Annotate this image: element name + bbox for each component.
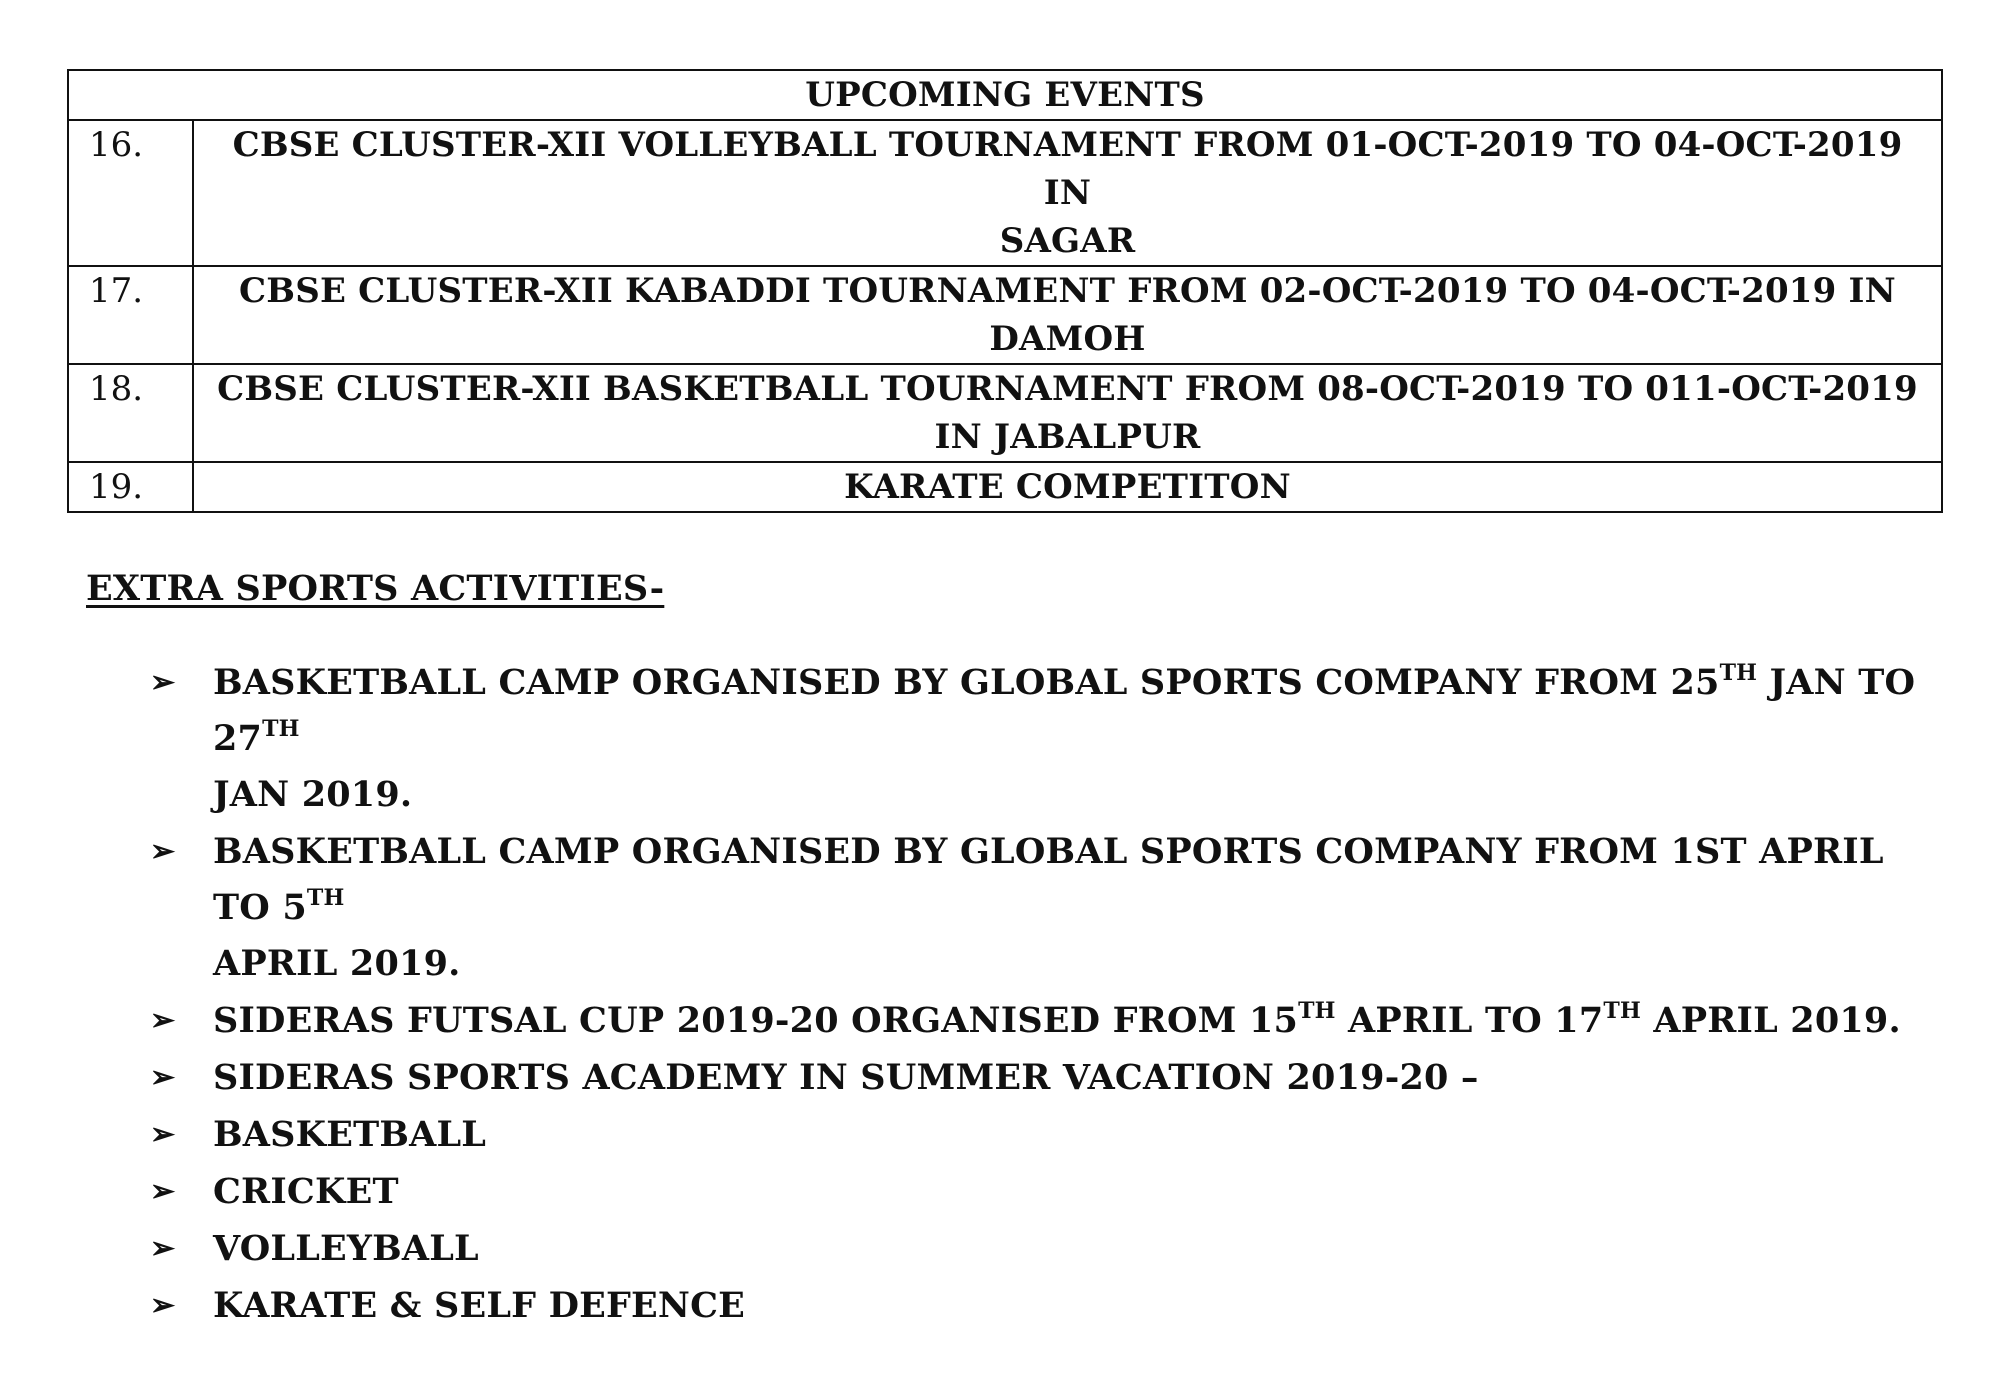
event-line: CBSE CLUSTER-XII BASKETBALL TOURNAMENT FROM 08-OCT-2019 TO 011-OCT-2019 xyxy=(217,369,1918,409)
item-text: JAN 2019. xyxy=(213,774,413,815)
ordinal-suffix: TH xyxy=(1719,660,1758,686)
section-heading: EXTRA SPORTS ACTIVITIES- xyxy=(86,568,665,609)
arrow-bullet-icon: ➢ xyxy=(150,1231,176,1266)
list-item xyxy=(150,1107,1940,1163)
table-row xyxy=(68,462,1942,512)
event-number: 16. xyxy=(68,120,193,266)
arrow-bullet-icon: ➢ xyxy=(150,1174,176,1209)
item-text: KARATE & SELF DEFENCE xyxy=(213,1285,746,1326)
event-description xyxy=(193,120,1942,266)
table-header-row xyxy=(68,70,1942,120)
item-text: SIDERAS FUTSAL CUP 2019-20 ORGANISED FROM 15 xyxy=(213,1000,1299,1041)
event-line: KARATE COMPETITON xyxy=(844,467,1291,507)
item-text: APRIL TO 17 xyxy=(1335,1000,1604,1041)
event-line: DAMOH xyxy=(989,319,1146,359)
item-text: BASKETBALL CAMP ORGANISED BY GLOBAL SPORTS COMPANY FROM 1ST APRIL TO 5 xyxy=(213,831,1884,928)
upcoming-events-table xyxy=(67,69,1943,513)
ordinal-suffix: TH xyxy=(1298,998,1336,1024)
event-description xyxy=(193,364,1942,462)
arrow-bullet-icon: ➢ xyxy=(150,665,176,700)
list-item xyxy=(150,993,1940,1049)
list-item xyxy=(150,1050,1940,1106)
arrow-bullet-icon: ➢ xyxy=(150,1060,176,1095)
event-number: 18. xyxy=(68,364,193,462)
item-text: SIDERAS SPORTS ACADEMY IN SUMMER VACATION 2019-20 – xyxy=(213,1057,1479,1098)
event-line: SAGAR xyxy=(999,221,1136,261)
list-item xyxy=(150,1221,1940,1277)
item-text: APRIL 2019. xyxy=(213,943,461,984)
item-text: JAN TO 27 xyxy=(213,662,1916,759)
item-text: BASKETBALL xyxy=(213,1114,487,1155)
event-description xyxy=(193,462,1942,512)
item-text: APRIL 2019. xyxy=(1640,1000,1901,1041)
list-item xyxy=(150,655,1940,823)
event-number: 19. xyxy=(68,462,193,512)
arrow-bullet-icon: ➢ xyxy=(150,834,176,869)
item-text: CRICKET xyxy=(213,1171,399,1212)
arrow-bullet-icon: ➢ xyxy=(150,1288,176,1323)
item-text: VOLLEYBALL xyxy=(213,1228,479,1269)
table-row xyxy=(68,120,1942,266)
list-item xyxy=(150,1278,1940,1334)
list-item xyxy=(150,1164,1940,1220)
event-number: 17. xyxy=(68,266,193,364)
event-line: CBSE CLUSTER-XII VOLLEYBALL TOURNAMENT FROM 01-OCT-2019 TO 04-OCT-2019 IN xyxy=(232,125,1903,213)
arrow-bullet-icon: ➢ xyxy=(150,1003,176,1038)
event-line: CBSE CLUSTER-XII KABADDI TOURNAMENT FROM 02-OCT-2019 TO 04-OCT-2019 IN xyxy=(239,271,1896,311)
ordinal-suffix: TH xyxy=(262,716,300,742)
item-text: BASKETBALL CAMP ORGANISED BY GLOBAL SPORTS COMPANY FROM 25 xyxy=(213,662,1720,703)
ordinal-suffix: TH xyxy=(306,885,345,911)
list-item xyxy=(150,824,1940,992)
table-row xyxy=(68,266,1942,364)
table-header: UPCOMING EVENTS xyxy=(68,70,1942,120)
table-row xyxy=(68,364,1942,462)
event-line: IN JABALPUR xyxy=(934,417,1201,457)
activity-list xyxy=(150,655,1940,1335)
event-description xyxy=(193,266,1942,364)
arrow-bullet-icon: ➢ xyxy=(150,1117,176,1152)
ordinal-suffix: TH xyxy=(1603,998,1641,1024)
